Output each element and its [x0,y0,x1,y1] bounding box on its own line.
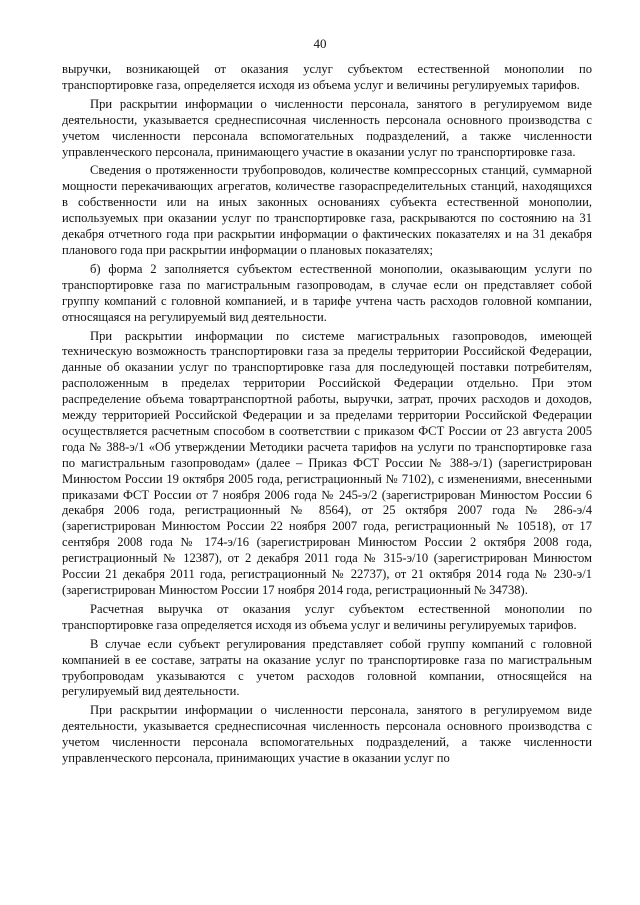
paragraph-3: Сведения о протяженности трубопроводов, количестве компрессорных станций, суммарной мощности перекачивающих агрегатов, количестве газораспределительных станций, находящихся в собственности или на иных законных основаниях субъекта естественной монополии, используемых при оказании услуг по транспортировке газа, раскрываются по состоянию на 31 декабря отчетного года при раскрытии информации о фактических показателях и на 31 декабря планового года при раскрытии информации о плановых показателях; [62,163,592,257]
paragraph-6: Расчетная выручка от оказания услуг субъектом естественной монополии по транспортировке газа определяется исходя из объема услуг и величины регулируемых тарифов. [62,601,592,632]
paragraph-5: При раскрытии информации по системе магистральных газопроводов, имеющей техническую возможность транспортировки газа за пределы территории Российской Федерации, данные об оказании услуг по транспортировке газа для последующей поставки потребителям, расположенным в пределах территории Российской Федерации отдельно. При этом распределение объема товартранспортной работы, выручки, затрат, прочих расходов и доходов, между территорией Российской Федерации и за пределами территории Российской Федерации осуществляется расчетным способом в соответствии с приказом ФСТ России от 23 августа 2005 года № 388-э/1 «Об утверждении Методики расчета тарифов на услуги по транспортировке газа по магистральным газопроводам» (далее – Приказ ФСТ России № 388-э/1) (зарегистрирован Минюстом России 19 октября 2005 года, регистрационный № 7102), с изменениями, внесенными приказами ФСТ России от 7 ноября 2006 года № 245-э/2 (зарегистрирован Минюстом России 6 декабря 2006 года, регистрационный № 8564), от 25 октября 2007 года № 286-э/4 (зарегистрирован Минюстом России 22 ноября 2007 года, регистрационный № 10518), от 17 сентября 2008 года № 174-э/16 (зарегистрирован Минюстом России 2 октября 2008 года, регистрационный № 12387), от 2 декабря 2011 года № 315-э/10 (зарегистрирован Минюстом России 21 декабря 2011 года, регистрационный № 22737), от 21 октября 2014 года № 230-э/1 (зарегистрирован Минюстом России 17 ноября 2014 года, регистрационный № 34738). [62,328,592,597]
paragraph-8: При раскрытии информации о численности персонала, занятого в регулируемом виде деятельности, указывается среднесписочная численность персонала основного производства с учетом численности персонала вспомогательных подразделений, а также численности управленческого персонала, принимающих участие в оказании услуг по [62,703,592,766]
paragraph-4: б) форма 2 заполняется субъектом естественной монополии, оказывающим услуги по транспортировке газа по магистральным газопроводам, в случае если он представляет собой группу компаний с головной компанией, и в тарифе учтена часть расходов головной компании, относящаяся на регулируемый вид деятельности. [62,261,592,324]
document-body [62,62,592,770]
paragraph-2: При раскрытии информации о численности персонала, занятого в регулируемом виде деятельности, указывается среднесписочная численность персонала основного производства с учетом численности персонала вспомогательных подразделений, а также численности управленческого персонала, принимающего участие в оказании услуг по транспортировке газа. [62,96,592,159]
page-number: 40 [313,36,327,51]
paragraph-7: В случае если субъект регулирования представляет собой группу компаний с головной компанией в ее составе, затраты на оказание услуг по транспортировке газа по магистральным трубопроводам указываются с учетом расходов головной компании, относящейся на регулируемый вид деятельности. [62,636,592,699]
paragraph-1: выручки, возникающей от оказания услуг субъектом естественной монополии по транспортировке газа, определяется исходя из объема услуг и величины регулируемых тарифов. [62,62,592,92]
